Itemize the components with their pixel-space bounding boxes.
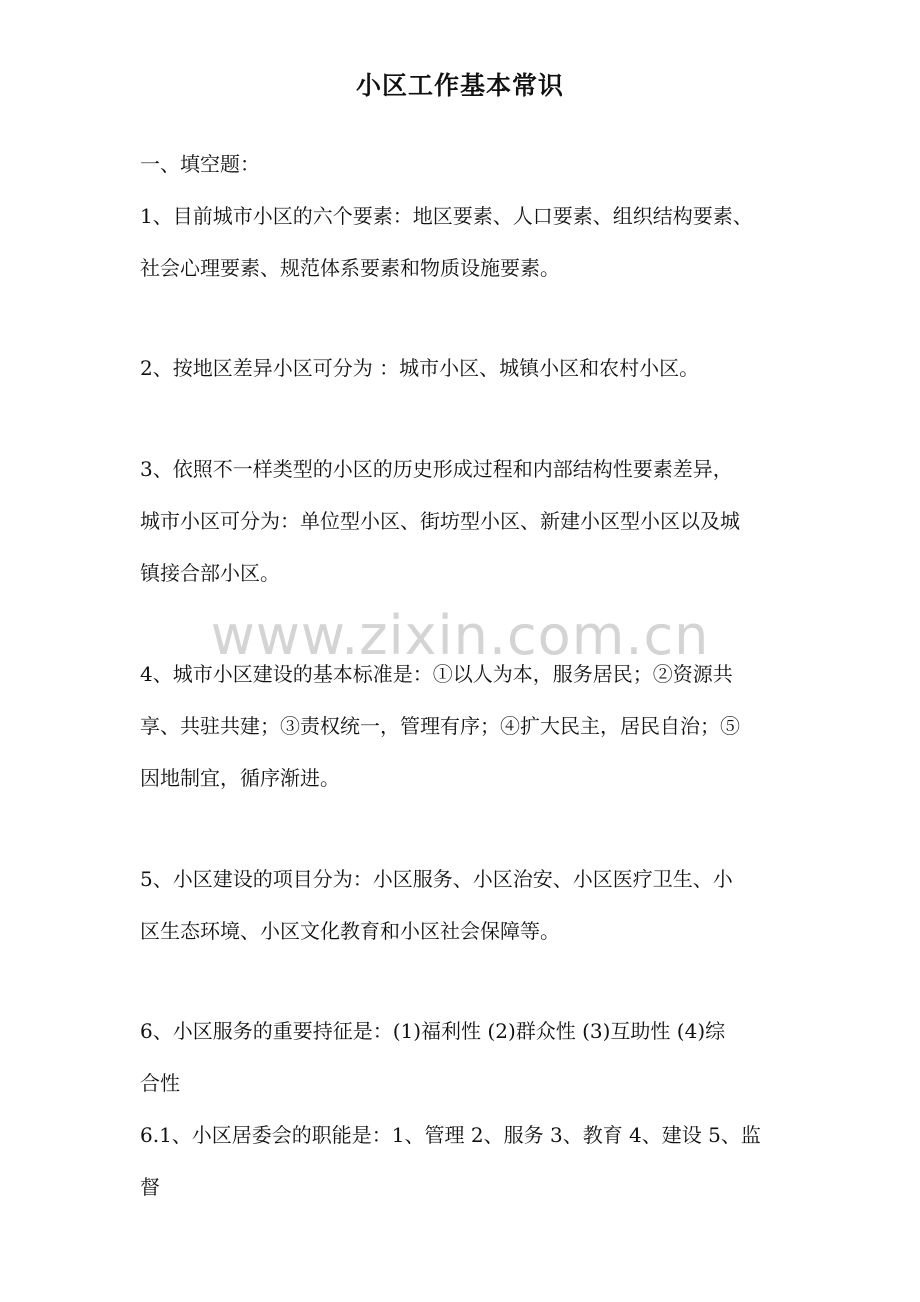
item-4-line-3: 因地制宜，循序渐进。 <box>140 766 340 790</box>
item-6-1-line-1: 6.1、小区居委会的职能是：1、管理 2、服务 3、教育 4、建设 5、监 <box>140 1123 761 1147</box>
document-title: 小区工作基本常识 <box>355 71 564 100</box>
item-5-line-2: 区生态环境、小区文化教育和小区社会保障等。 <box>140 919 560 943</box>
item-4-line-1: 4、城市小区建设的基本标准是：①以人为本，服务居民；②资源共 <box>140 662 733 686</box>
item-4-line-2: 享、共驻共建；③责权统一，管理有序；④扩大民主，居民自治；⑤ <box>140 714 740 738</box>
item-6-1-line-2: 督 <box>140 1175 160 1199</box>
item-3-line-1: 3、依照不一样类型的小区的历史形成过程和内部结构性要素差异， <box>140 457 733 481</box>
item-2-line-1: 2、按地区差异小区可分为 ：城市小区、城镇小区和农村小区。 <box>140 356 700 380</box>
item-6-line-1: 6、小区服务的重要持征是：(1)福利性 (2)群众性 (3)互助性 (4)综 <box>140 1019 726 1043</box>
item-5-line-1: 5、小区建设的项目分为：小区服务、小区治安、小区医疗卫生、小 <box>140 867 733 891</box>
item-3-line-3: 镇接合部小区。 <box>140 561 280 585</box>
watermark: www.zixin.com.cn <box>210 604 710 667</box>
item-1-line-1: 1、目前城市小区的六个要素：地区要素、人口要素、组织结构要素、 <box>140 204 753 228</box>
item-6-line-2: 合性 <box>140 1071 180 1095</box>
item-3-line-2: 城市小区可分为：单位型小区、街坊型小区、新建小区型小区以及城 <box>140 509 740 533</box>
item-1-line-2: 社会心理要素、规范体系要素和物质设施要素。 <box>140 256 560 280</box>
section-heading: 一、填空题： <box>140 152 260 176</box>
